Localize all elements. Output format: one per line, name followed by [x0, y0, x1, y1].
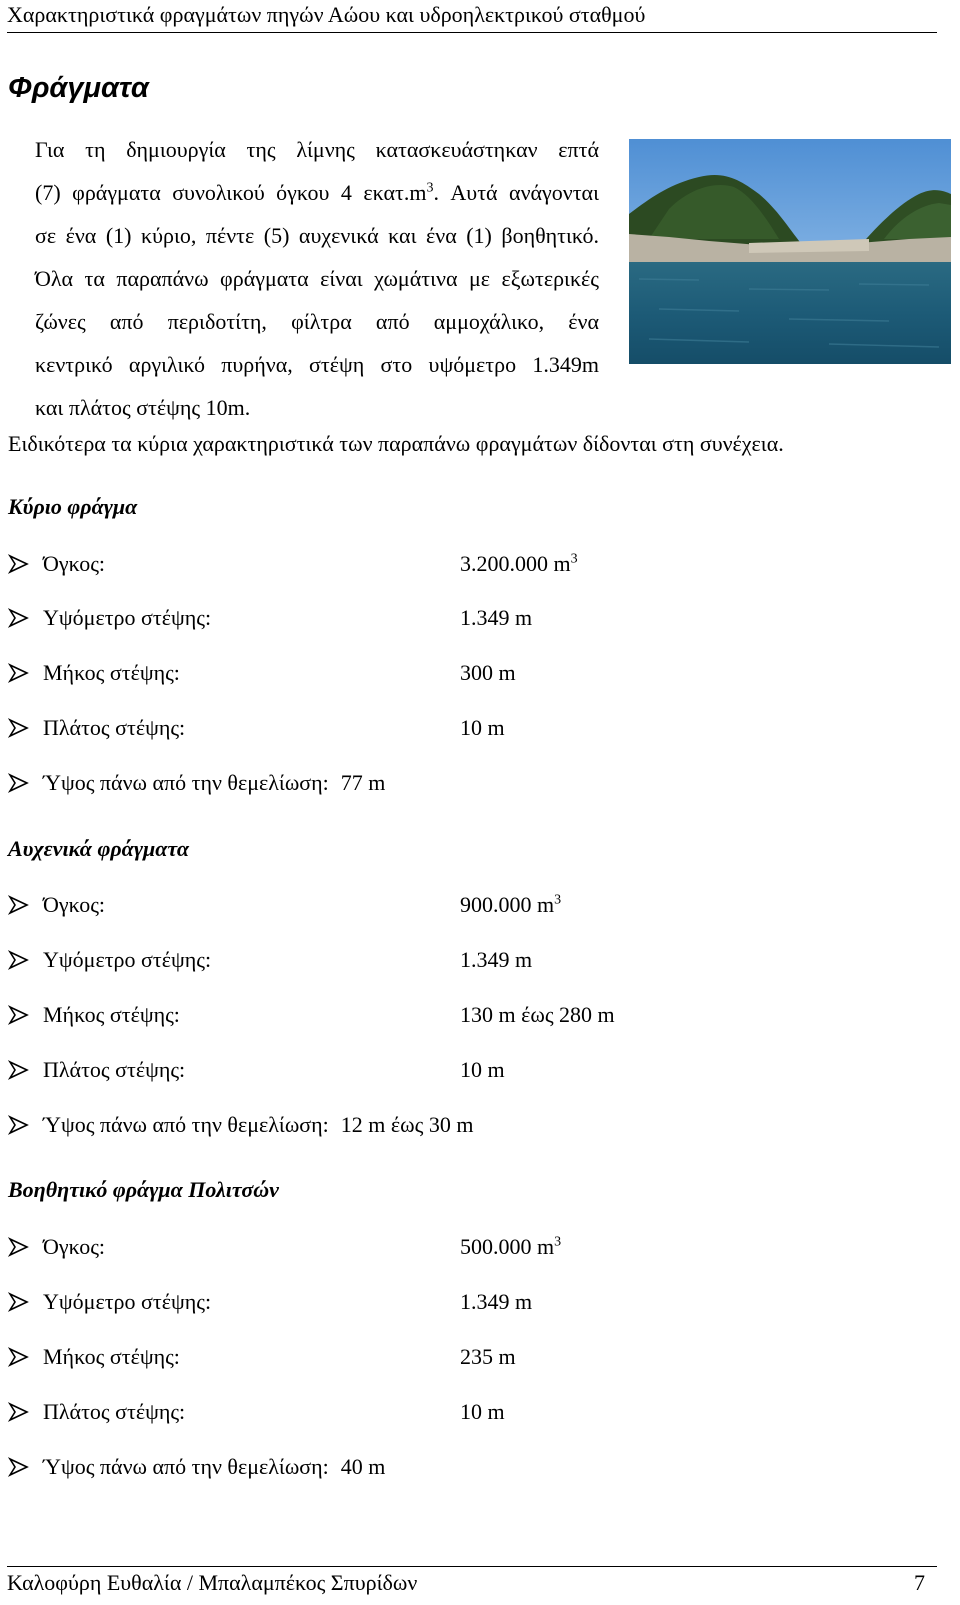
- spec-label: Μήκος στέψης:: [43, 660, 180, 685]
- intro-line: κεντρικό αργιλικό πυρήνα, στέψη στο υψόμετρο 1.349m: [35, 352, 599, 377]
- spec-row: [8, 1000, 708, 1030]
- spec-label: Πλάτος στέψης:: [43, 715, 186, 740]
- intro-line: και πλάτος στέψης 10m.: [35, 395, 251, 420]
- footer-authors: Καλοφύρη Ευθαλία / Μπαλαμπέκος Σπυρίδων: [7, 1570, 418, 1595]
- arrowhead-bullet-icon: [8, 1347, 30, 1367]
- spec-value: [460, 890, 561, 920]
- page-header: [7, 0, 937, 33]
- arrowhead-bullet-icon: [8, 1005, 30, 1025]
- value-text: 900.000 m: [460, 892, 555, 917]
- arrowhead-bullet-icon: [8, 1115, 30, 1135]
- spec-label: Υψόμετρο στέψης:: [43, 1289, 212, 1314]
- spec-row: [8, 658, 708, 688]
- spec-row: [8, 768, 708, 798]
- spec-label: [43, 1452, 385, 1482]
- arrowhead-bullet-icon: [8, 1402, 30, 1422]
- header-text: Χαρακτηριστικά φραγμάτων πηγών Αώου και υδροηλεκτρικού σταθμού: [7, 2, 646, 27]
- spec-value: 12 m έως 30 m: [340, 1112, 474, 1137]
- superscript: 3: [570, 551, 578, 567]
- spec-row: [8, 945, 708, 975]
- section-title-auxiliary-dam: Βοηθητικό φράγμα Πολιτσών: [8, 1177, 279, 1202]
- arrowhead-bullet-icon: [8, 1237, 30, 1257]
- spec-row: [8, 1397, 708, 1427]
- value-text: 3.200.000 m: [460, 551, 571, 576]
- superscript: 3: [554, 1234, 562, 1250]
- spec-value: 130 m έως 280 m: [460, 1002, 615, 1027]
- spec-label: [43, 1110, 473, 1140]
- label-text: Ύψος πάνω από την θεμελίωση:: [43, 1112, 329, 1137]
- spec-label: Πλάτος στέψης:: [43, 1057, 186, 1082]
- spec-value: [460, 549, 578, 579]
- spec-row: [8, 1342, 708, 1372]
- spec-row: [8, 1055, 708, 1085]
- page-footer: [7, 1566, 937, 1595]
- spec-value: [460, 1232, 561, 1262]
- intro-line: [35, 171, 599, 214]
- spec-value: 40 m: [340, 1454, 386, 1479]
- photo-illustration: [629, 139, 951, 364]
- arrowhead-bullet-icon: [8, 895, 30, 915]
- spec-row: [8, 603, 708, 633]
- spec-row: [8, 713, 708, 743]
- arrowhead-bullet-icon: [8, 1457, 30, 1477]
- label-text: Ύψος πάνω από την θεμελίωση:: [43, 1454, 329, 1479]
- spec-value: 10 m: [460, 1057, 505, 1082]
- arrowhead-bullet-icon: [8, 1060, 30, 1080]
- section-title-neck-dams: Αυχενικά φράγματα: [8, 836, 190, 861]
- intro-paragraph: [35, 128, 599, 429]
- superscript: 3: [426, 180, 434, 196]
- spec-value: 10 m: [460, 1399, 505, 1424]
- label-text: Ύψος πάνω από την θεμελίωση:: [43, 770, 329, 795]
- arrowhead-bullet-icon: [8, 950, 30, 970]
- spec-label: [43, 768, 385, 798]
- intro-text: (7) φράγματα συνολικού όγκου 4 εκατ.m: [35, 180, 427, 205]
- spec-label: Όγκος:: [43, 892, 106, 917]
- spec-label: Όγκος:: [43, 551, 106, 576]
- spec-row: [8, 1110, 708, 1140]
- spec-value: 1.349 m: [460, 947, 533, 972]
- spec-row: [8, 1452, 708, 1482]
- intro-text: . Αυτά ανάγονται: [433, 180, 599, 205]
- spec-row: [8, 1287, 708, 1317]
- page-number: 7: [914, 1570, 925, 1595]
- lake-dam-photo: [629, 139, 951, 364]
- arrowhead-bullet-icon: [8, 554, 30, 574]
- spec-label: Μήκος στέψης:: [43, 1002, 180, 1027]
- spec-row: [8, 549, 708, 579]
- page-title: Φράγματα: [8, 72, 149, 104]
- lead-sentence: Ειδικότερα τα κύρια χαρακτηριστικά των παραπάνω φραγμάτων δίδονται στη συνέχεια.: [8, 431, 784, 456]
- arrowhead-bullet-icon: [8, 718, 30, 738]
- spec-value: 77 m: [340, 770, 386, 795]
- spec-label: Υψόμετρο στέψης:: [43, 947, 212, 972]
- spec-value: 235 m: [460, 1344, 516, 1369]
- intro-line: ζώνες από περιδοτίτη, φίλτρα από αμμοχάλικο, ένα: [35, 309, 599, 334]
- spec-row: [8, 1232, 708, 1262]
- value-text: 500.000 m: [460, 1234, 555, 1259]
- spec-label: Πλάτος στέψης:: [43, 1399, 186, 1424]
- arrowhead-bullet-icon: [8, 773, 30, 793]
- intro-line: σε ένα (1) κύριο, πέντε (5) αυχενικά και ένα (1) βοηθητικό.: [35, 223, 599, 248]
- spec-value: 300 m: [460, 660, 516, 685]
- spec-value: 1.349 m: [460, 605, 533, 630]
- spec-value: 1.349 m: [460, 1289, 533, 1314]
- arrowhead-bullet-icon: [8, 608, 30, 628]
- intro-line: Για τη δημιουργία της λίμνης κατασκευάστηκαν επτά: [35, 137, 599, 162]
- spec-label: Υψόμετρο στέψης:: [43, 605, 212, 630]
- spec-row: [8, 890, 708, 920]
- spec-label: Μήκος στέψης:: [43, 1344, 180, 1369]
- superscript: 3: [554, 892, 562, 908]
- arrowhead-bullet-icon: [8, 663, 30, 683]
- spec-label: Όγκος:: [43, 1234, 106, 1259]
- section-title-main-dam: Κύριο φράγμα: [8, 494, 138, 519]
- spec-value: 10 m: [460, 715, 505, 740]
- arrowhead-bullet-icon: [8, 1292, 30, 1312]
- intro-line: Όλα τα παραπάνω φράγματα είναι χωμάτινα με εξωτερικές: [35, 266, 599, 291]
